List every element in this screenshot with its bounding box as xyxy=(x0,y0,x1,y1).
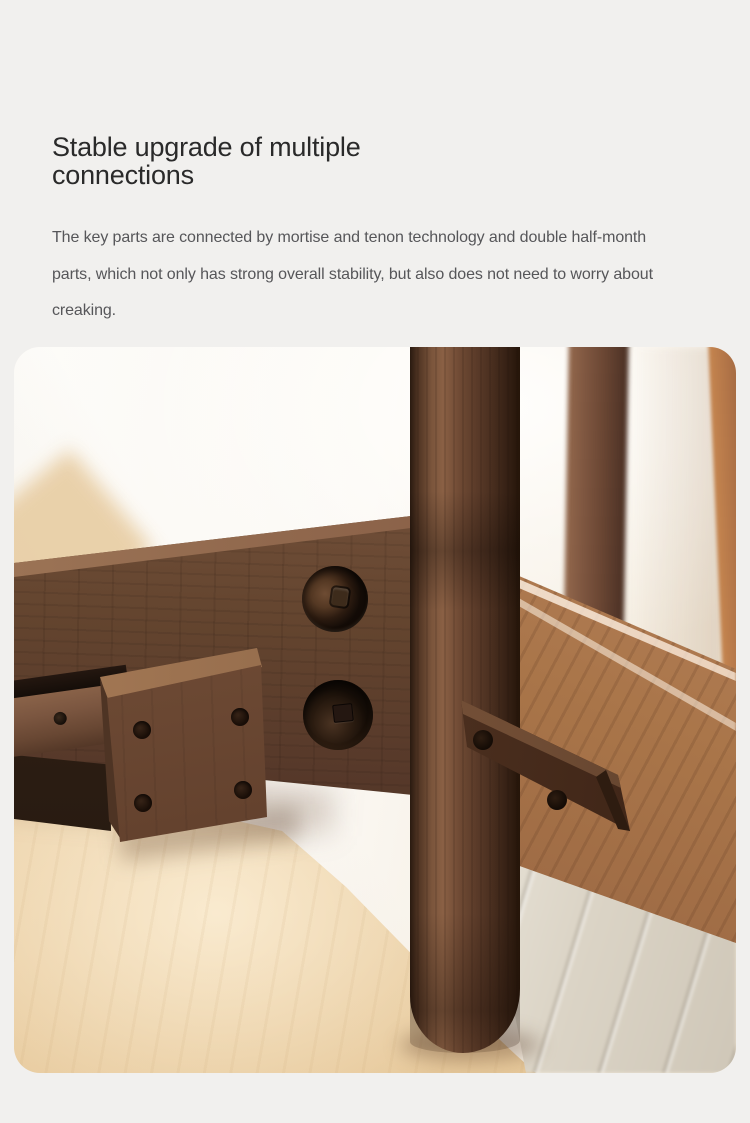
bolt-hole-lower xyxy=(303,680,373,750)
block-screw-hole xyxy=(234,781,252,799)
bed-leg xyxy=(410,347,520,1053)
section-title-line: connections xyxy=(52,160,194,191)
bracket-hole xyxy=(547,790,567,810)
block-screw-hole xyxy=(133,721,151,739)
bolt-head xyxy=(331,587,349,607)
section-description xyxy=(52,220,712,330)
block-screw-hole xyxy=(231,708,249,726)
bracket-hole xyxy=(473,730,493,750)
section-description-line: The key parts are connected by mortise and tenon technology and double half-month xyxy=(52,229,647,246)
section-description-line: parts, which not only has strong overall stability, but also does not need to worry about xyxy=(52,265,653,283)
block-screw-hole xyxy=(134,794,152,812)
section-title xyxy=(52,133,361,189)
section-title-line: Stable upgrade of multiple xyxy=(52,132,361,163)
bolt-hole-upper xyxy=(302,566,368,632)
section-description-line: creaking. xyxy=(52,302,117,319)
screw-hole xyxy=(53,711,68,726)
bolt-head xyxy=(332,703,354,723)
product-photo-bed-joint xyxy=(14,347,736,1073)
